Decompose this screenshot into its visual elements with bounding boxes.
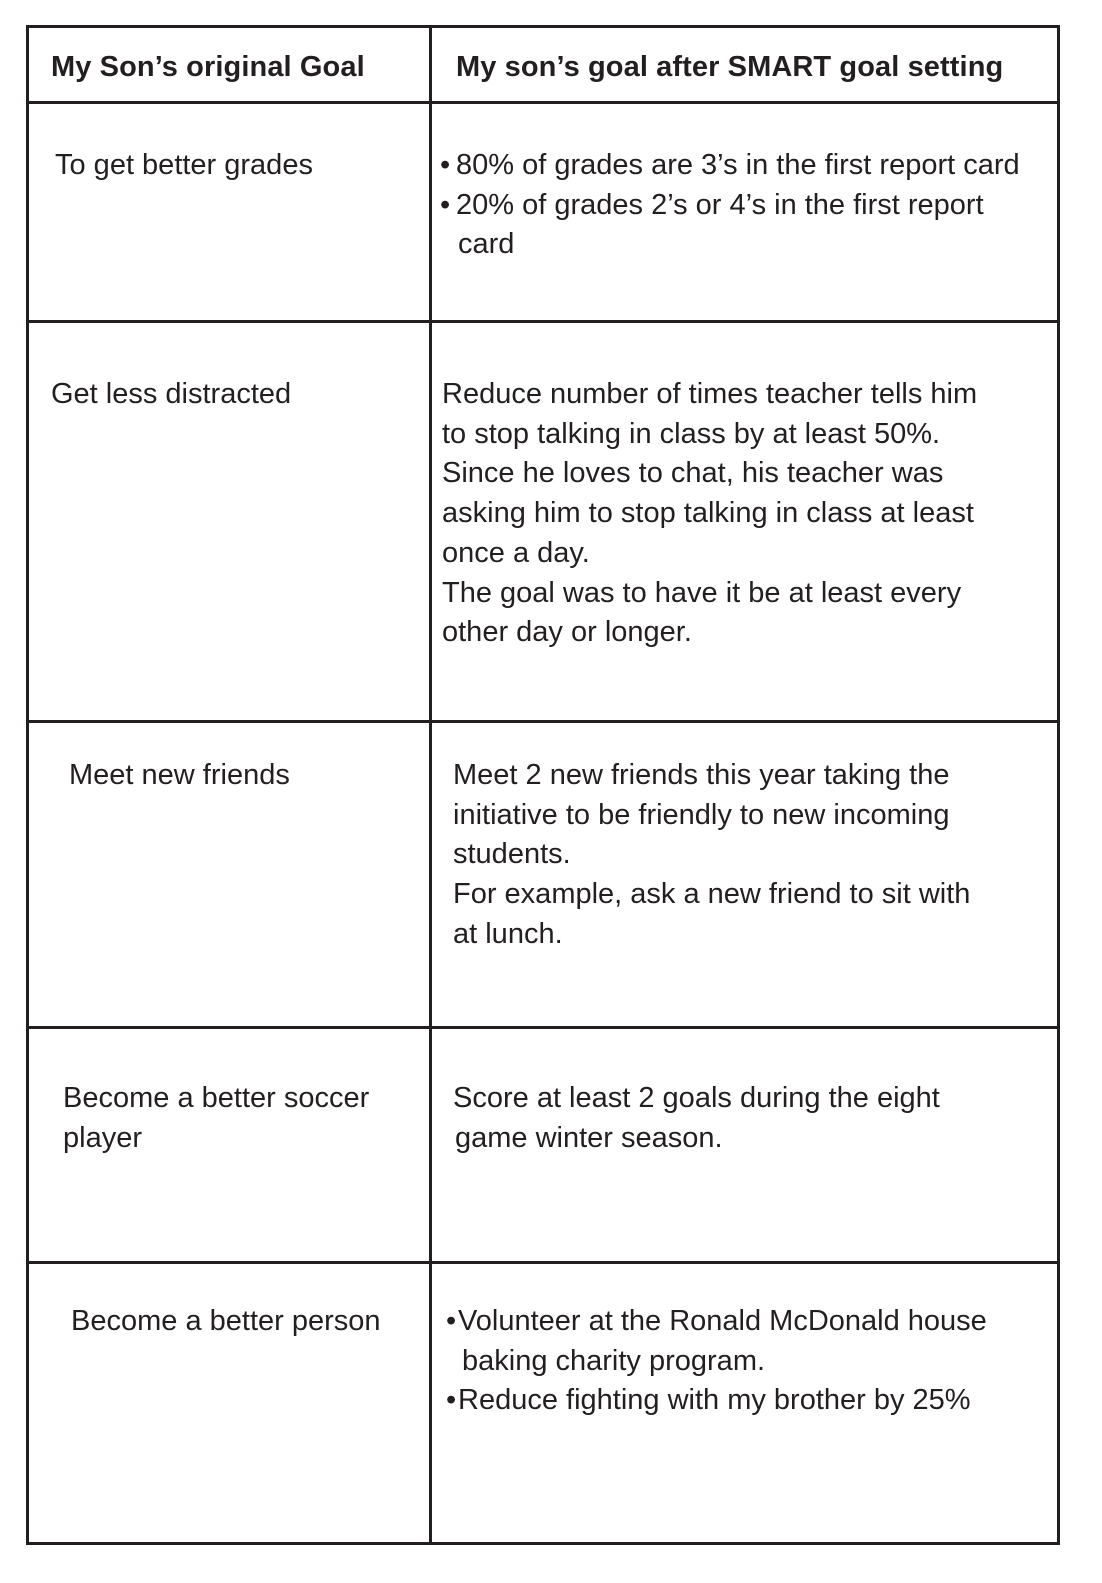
smart-goal-text: Meet 2 new friends this year taking the initiative to be friendly to new incoming students. For example, ask a new friend to sit with at lunch. (453, 759, 971, 950)
smart-goal-list (432, 104, 1057, 265)
smart-goal-list (432, 1264, 1057, 1421)
smart-goal-cell (431, 1263, 1059, 1544)
smart-goal-text: Reduce number of times teacher tells him to stop talking in class by at least 50%. Since he loves to chat, his teacher was asking him to stop talking in class at least once a day. The goal was to have it be at least every other day or longer. (442, 378, 978, 649)
table-row (28, 322, 1059, 722)
header-smart-goal: My son’s goal after SMART goal setting (431, 27, 1059, 103)
table-row (28, 722, 1059, 1028)
bullet-icon: • (440, 188, 451, 221)
original-goal-cell (28, 103, 431, 322)
header-original-goal: My Son’s original Goal (28, 27, 431, 103)
bullet-icon: • (440, 149, 451, 181)
original-goal-cell (28, 1263, 431, 1544)
smart-goal-cell (431, 722, 1059, 1028)
original-goal-text: Meet new friends (69, 759, 290, 791)
table-row (28, 1263, 1059, 1544)
smart-goal-cell (431, 103, 1059, 322)
list-item: •Reduce fighting with my brother by 25% (446, 1381, 1057, 1421)
smart-goal-cell (431, 1028, 1059, 1263)
original-goal-text: Become a better soccer player (63, 1082, 370, 1154)
smart-goal-cell (431, 322, 1059, 722)
original-goal-text: Become a better person (71, 1305, 381, 1337)
bullet-icon: • (446, 1384, 457, 1417)
list-item: • 80% of grades are 3’s in the first report card (440, 146, 1057, 186)
original-goal-text: Get less distracted (51, 378, 292, 410)
original-goal-text: To get better grades (55, 149, 313, 181)
list-item: •Volunteer at the Ronald McDonald house baking charity program. (446, 1302, 1057, 1381)
list-item: • 20% of grades 2’s or 4’s in the first report card (440, 186, 1057, 265)
smart-goals-table (26, 25, 1060, 1545)
original-goal-cell (28, 322, 431, 722)
bullet-icon: • (446, 1305, 457, 1337)
original-goal-cell (28, 1028, 431, 1263)
header-row (28, 27, 1059, 103)
original-goal-cell (28, 722, 431, 1028)
smart-goal-text: Score at least 2 goals during the eight game winter season. (453, 1082, 940, 1154)
table-row (28, 1028, 1059, 1263)
table-row (28, 103, 1059, 322)
